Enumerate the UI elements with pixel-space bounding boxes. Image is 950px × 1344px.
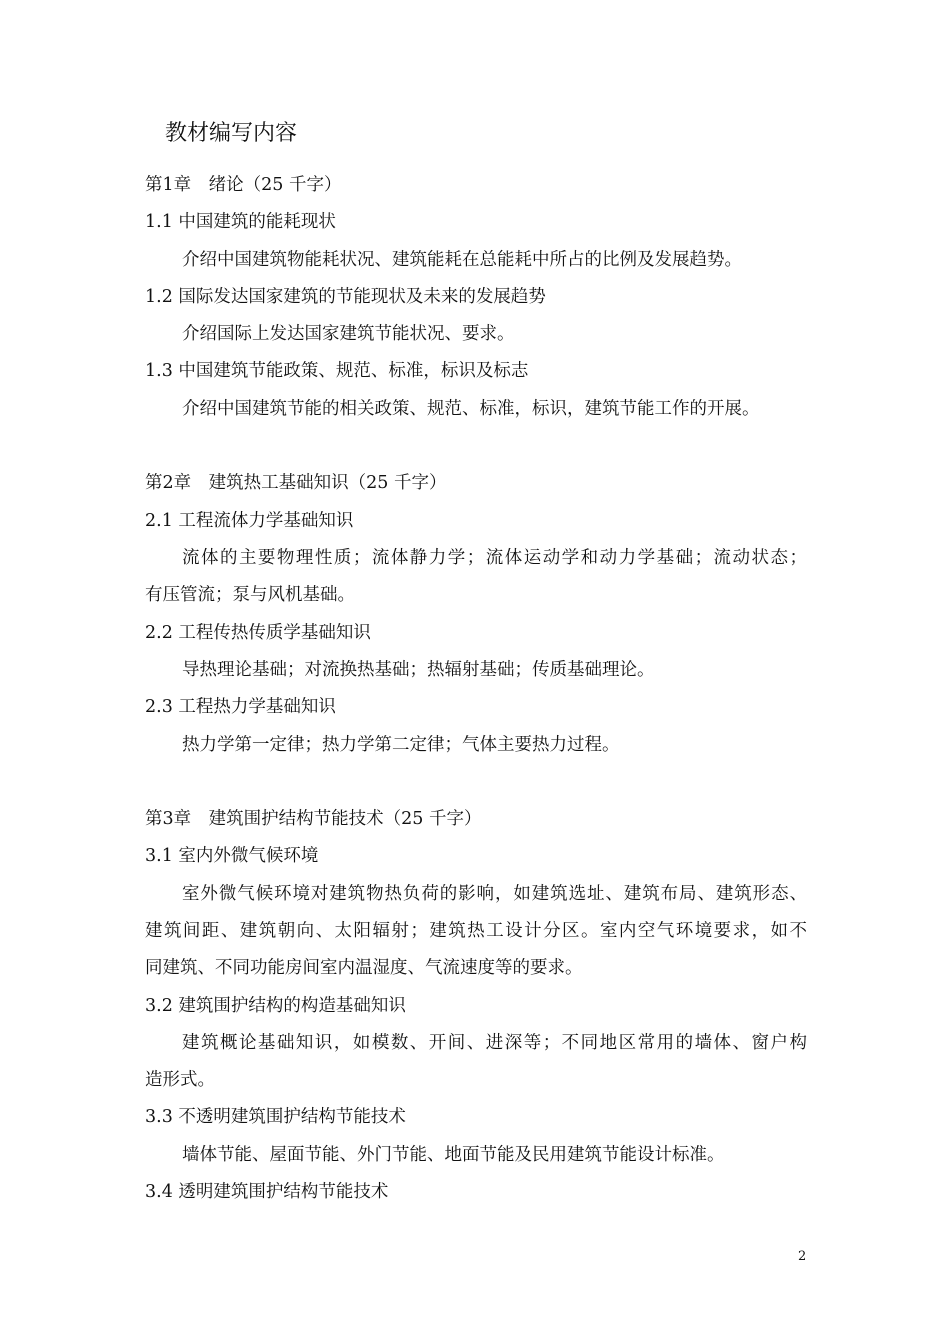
section-3-2-body-line: 建筑概论基础知识，如模数、开间、进深等；不同地区常用的墙体、窗户构	[182, 1033, 807, 1053]
section-1-2-heading: 1.2 国际发达国家建筑的节能现状及未来的发展趋势	[145, 287, 546, 307]
section-3-2-body-line: 造形式。	[145, 1070, 215, 1090]
section-3-1-body-line: 建筑间距、建筑朝向、太阳辐射；建筑热工设计分区。室内空气环境要求，如不	[145, 921, 807, 941]
chapter-2-heading: 第2章 建筑热工基础知识（25 千字）	[145, 473, 447, 493]
chapter-3-heading: 第3章 建筑围护结构节能技术（25 千字）	[145, 809, 482, 829]
section-2-2-heading: 2.2 工程传热传质学基础知识	[145, 623, 371, 643]
section-2-1-body-line: 流体的主要物理性质；流体静力学；流体运动学和动力学基础；流动状态；	[182, 548, 807, 568]
section-3-4-heading: 3.4 透明建筑围护结构节能技术	[145, 1182, 389, 1202]
section-2-2-body: 导热理论基础；对流换热基础；热辐射基础；传质基础理论。	[182, 660, 655, 680]
document-title: 教材编写内容	[165, 121, 298, 146]
section-3-3-body: 墙体节能、屋面节能、外门节能、地面节能及民用建筑节能设计标准。	[182, 1145, 725, 1165]
section-2-1-heading: 2.1 工程流体力学基础知识	[145, 511, 354, 531]
section-2-3-heading: 2.3 工程热力学基础知识	[145, 697, 336, 717]
section-3-3-heading: 3.3 不透明建筑围护结构节能技术	[145, 1107, 406, 1127]
section-1-1-body: 介绍中国建筑物能耗状况、建筑能耗在总能耗中所占的比例及发展趋势。	[182, 250, 742, 270]
section-1-1-heading: 1.1 中国建筑的能耗现状	[145, 212, 336, 232]
section-2-3-body: 热力学第一定律；热力学第二定律；气体主要热力过程。	[182, 735, 620, 755]
section-1-2-body: 介绍国际上发达国家建筑节能状况、要求。	[182, 324, 515, 344]
page-number: 2	[798, 1249, 807, 1264]
section-3-1-body-line: 同建筑、不同功能房间室内温湿度、气流速度等的要求。	[145, 958, 583, 978]
section-3-1-body-line: 室外微气候环境对建筑物热负荷的影响，如建筑选址、建筑布局、建筑形态、	[182, 884, 807, 904]
section-1-3-body: 介绍中国建筑节能的相关政策、规范、标准，标识，建筑节能工作的开展。	[182, 399, 760, 419]
section-3-1-heading: 3.1 室内外微气候环境	[145, 846, 319, 866]
section-2-1-body-line: 有压管流；泵与风机基础。	[145, 585, 355, 605]
section-1-3-heading: 1.3 中国建筑节能政策、规范、标准，标识及标志	[145, 361, 529, 381]
section-3-2-heading: 3.2 建筑围护结构的构造基础知识	[145, 996, 406, 1016]
chapter-1-heading: 第1章 绪论（25 千字）	[145, 175, 342, 195]
